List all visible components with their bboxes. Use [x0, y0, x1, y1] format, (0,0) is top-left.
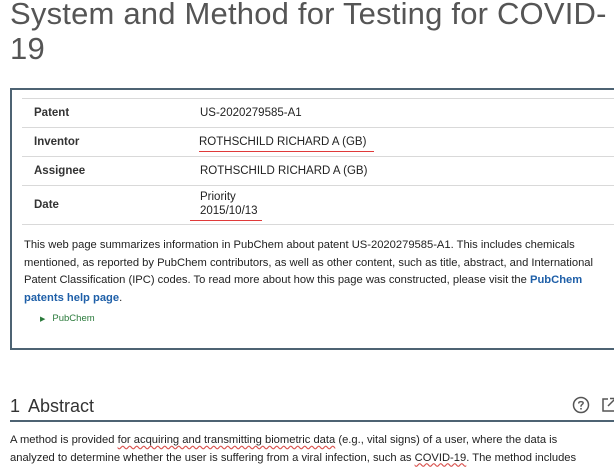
info-row-inventor [22, 128, 614, 157]
info-value-assignee: ROTHSCHILD RICHARD A (GB) [200, 157, 614, 186]
section-header-abstract [10, 396, 614, 422]
info-key-assignee: Assignee [22, 157, 200, 186]
info-key-patent: Patent [22, 99, 200, 128]
abstract-text [10, 432, 614, 467]
abstract-line1-underlined: for acquiring and transmitting biometric data [117, 434, 336, 446]
info-value-inventor: ROTHSCHILD RICHARD A (GB) [199, 136, 374, 152]
abstract-line2-b: . The method includes [466, 451, 577, 464]
abstract-line-1 [10, 432, 614, 450]
abstract-line2-underlined: COVID-19 [414, 451, 467, 464]
section-number: 1 [10, 396, 21, 416]
info-row-patent [22, 99, 614, 128]
triangle-right-icon: ▶ [40, 315, 46, 323]
summary-text: This web page summarizes information in PubChem about patent US-2020279585-A1. This includes chemicals mentioned, as reported by PubChem contributors, as well as other content, such as title, abstract, and International Patent Classification (IPC) codes. To read more about how this page was constructed, please visit the [24, 239, 594, 286]
section-title: Abstract [28, 396, 95, 416]
pubchem-patents-help-link[interactable]: PubChem patents help page [24, 274, 583, 304]
abstract-line1-a: A method is provided [10, 434, 118, 446]
patent-info-card [10, 88, 614, 350]
priority-date: 2015/10/13 [190, 204, 262, 221]
page-title: System and Method for Testing for COVID-19 [10, 0, 607, 66]
patent-info-table [22, 98, 614, 225]
abstract-line1-b: (e.g., vital signs) of a user, where the data is [335, 434, 558, 446]
expander-label: PubChem [52, 313, 95, 324]
abstract-line2-a: analyzed to determine whether the user is suffering from a viral infection, such as [10, 451, 415, 464]
info-row-date [22, 186, 614, 225]
info-key-date: Date [22, 186, 200, 225]
priority-label: Priority [200, 190, 236, 203]
summary-end: . [119, 291, 123, 304]
info-row-assignee [22, 157, 614, 186]
info-value-patent: US-2020279585-A1 [200, 99, 614, 128]
pubchem-expander[interactable] [40, 313, 95, 324]
abstract-line-2 [10, 450, 614, 468]
external-link-icon[interactable] [600, 396, 614, 414]
summary-paragraph [24, 237, 614, 307]
info-key-inventor: Inventor [22, 128, 200, 157]
help-circle-icon[interactable] [572, 396, 590, 414]
